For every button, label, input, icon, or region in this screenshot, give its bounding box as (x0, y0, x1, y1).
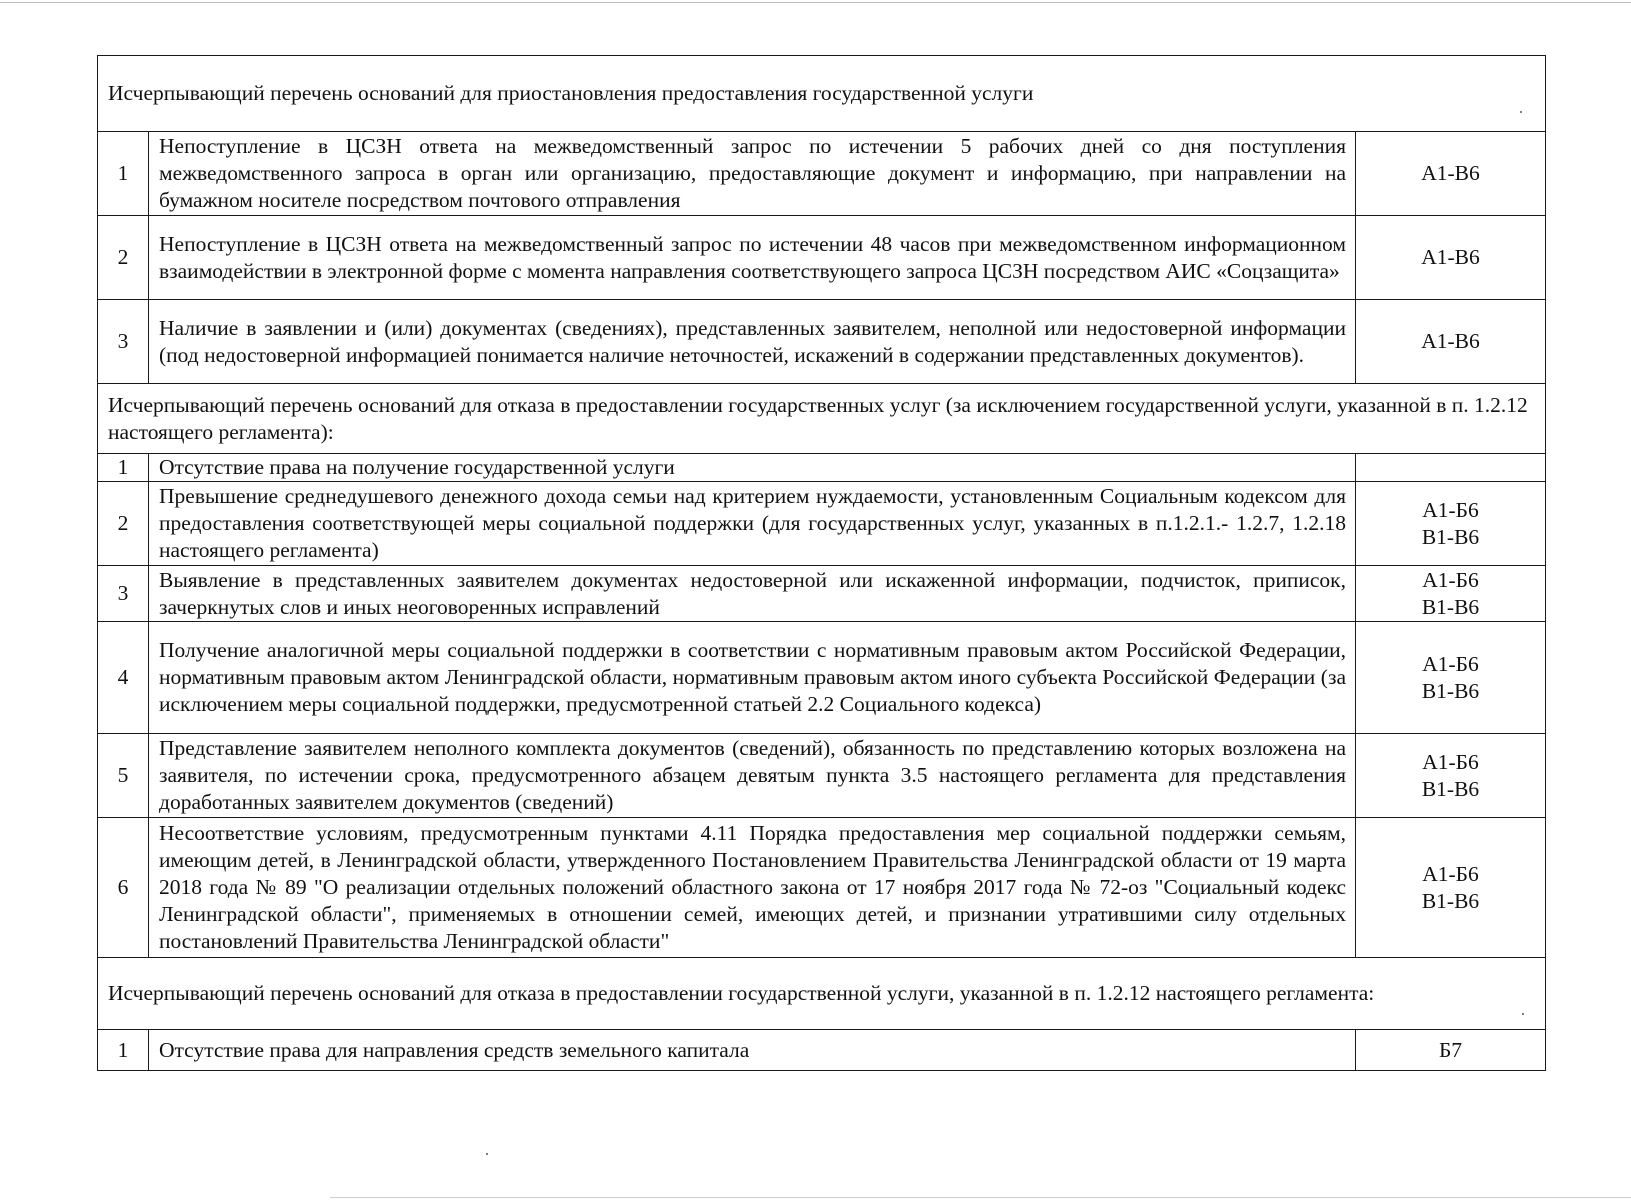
row-code-line: А1-В6 (1421, 161, 1480, 185)
row-code-line: А1-Б6 (1422, 497, 1479, 522)
scan-speck (486, 1153, 488, 1155)
row-code-line: В1-В6 (1421, 594, 1480, 619)
row-code (1356, 216, 1546, 300)
row-number: 3 (98, 566, 149, 622)
table-row (98, 734, 1546, 818)
section-heading: Исчерпывающий перечень оснований для приостановления предоставления государственной услуги (98, 56, 1546, 132)
row-code-line: Б7 (1438, 1037, 1463, 1062)
scan-edge-top (0, 2, 1631, 3)
row-number: 4 (98, 622, 149, 734)
grounds-table (97, 55, 1546, 1071)
table-row (98, 482, 1546, 566)
row-code-line: А1-В6 (1421, 245, 1480, 269)
table-row (98, 1030, 1546, 1071)
row-code (1356, 818, 1546, 958)
row-text: Наличие в заявлении и (или) документах (сведениях), представленных заявителем, неполной или недостоверной информации (под недостоверной информацией понимается наличие неточностей, искажений в содержании представленных документов). (149, 300, 1356, 384)
section-heading-row (98, 958, 1546, 1030)
row-code (1356, 566, 1546, 622)
row-number: 2 (98, 482, 149, 566)
row-code (1356, 622, 1546, 734)
row-code (1356, 482, 1546, 566)
row-code (1356, 1030, 1546, 1071)
row-code-line: А1-В6 (1421, 329, 1480, 353)
scan-edge-bottom (330, 1197, 1631, 1198)
section-heading: Исчерпывающий перечень оснований для отказа в предоставлении государственных услуг (за исключением государственной услуги, указанной в п. 1.2.12 настоящего регламента): (98, 384, 1546, 454)
row-text: Непоступление в ЦСЗН ответа на межведомственный запрос по истечении 48 часов при межведомственном информационном взаимодействии в электронной форме с момента направления соответствующего запроса ЦСЗН посредством АИС «Соцзащита» (149, 216, 1356, 300)
row-text: Отсутствие права для направления средств земельного капитала (149, 1030, 1356, 1071)
row-number: 1 (98, 454, 149, 482)
row-code-line: А1-Б6 (1422, 567, 1479, 592)
section-heading-row (98, 56, 1546, 132)
row-text: Представление заявителем неполного комплекта документов (сведений), обязанность по представлению которых возложена на заявителя, по истечении срока, предусмотренного абзацем девятым пункта 3.5 настоящего регламента для представления доработанных заявителем документов (сведений) (149, 734, 1356, 818)
row-code (1356, 734, 1546, 818)
row-code-line: В1-В6 (1421, 678, 1480, 703)
row-number: 3 (98, 300, 149, 384)
row-text: Несоответствие условиям, предусмотренным пунктами 4.11 Порядка предоставления мер социальной поддержки семьям, имеющим детей, в Ленинградской области, утвержденного Постановлением Правительства Ленинградской области от 19 марта 2018 года № 89 "О реализации отдельных положений областного закона от 17 ноября 2017 года № 72-оз "Социальный кодекс Ленинградской области", применяемых в отношении семей, имеющих детей, и признании утратившими силу отдельных постановлений Правительства Ленинградской области" (149, 818, 1356, 958)
table-row (98, 622, 1546, 734)
row-code-line: В1-В6 (1421, 524, 1480, 549)
row-number: 1 (98, 132, 149, 216)
row-number: 6 (98, 818, 149, 958)
row-text: Превышение среднедушевого денежного дохода семьи над критерием нуждаемости, установленным Социальным кодексом для предоставления соответствующей меры социальной поддержки (для государственных услуг, указанных в п.1.2.1.- 1.2.7, 1.2.18 настоящего регламента) (149, 482, 1356, 566)
table-row (98, 454, 1546, 482)
row-number: 5 (98, 734, 149, 818)
row-code (1356, 300, 1546, 384)
row-code-line: А1-Б6 (1422, 651, 1479, 676)
row-number: 1 (98, 1030, 149, 1071)
row-text: Получение аналогичной меры социальной поддержки в соответствии с нормативным правовым актом Российской Федерации, нормативным правовым актом Ленинградской области, нормативным правовым актом иного субъекта Российской Федерации (за исключением меры социальной поддержки, предусмотренной статьей 2.2 Социального кодекса) (149, 622, 1356, 734)
row-code (1356, 454, 1546, 482)
table-row (98, 566, 1546, 622)
row-code-line: В1-В6 (1421, 888, 1480, 913)
table-row (98, 818, 1546, 958)
row-code-line: А1-Б6 (1422, 861, 1479, 886)
row-number: 2 (98, 216, 149, 300)
row-code (1356, 132, 1546, 216)
row-text: Отсутствие права на получение государственной услуги (149, 454, 1356, 482)
table-row (98, 216, 1546, 300)
table-row (98, 300, 1546, 384)
section-heading: Исчерпывающий перечень оснований для отказа в предоставлении государственной услуги, указанной в п. 1.2.12 настоящего регламента: (98, 958, 1546, 1030)
row-code-line: В1-В6 (1421, 776, 1480, 801)
table-row (98, 132, 1546, 216)
section-heading-row (98, 384, 1546, 454)
row-text: Непоступление в ЦСЗН ответа на межведомственный запрос по истечении 5 рабочих дней со дня поступления межведомственного запроса в орган или организацию, предоставляющие документ и информацию, при направлении на бумажном носителе посредством почтового отправления (149, 132, 1356, 216)
row-code-line: А1-Б6 (1422, 749, 1479, 774)
row-text: Выявление в представленных заявителем документах недостоверной или искаженной информации, подчисток, приписок, зачеркнутых слов и иных неоговоренных исправлений (149, 566, 1356, 622)
